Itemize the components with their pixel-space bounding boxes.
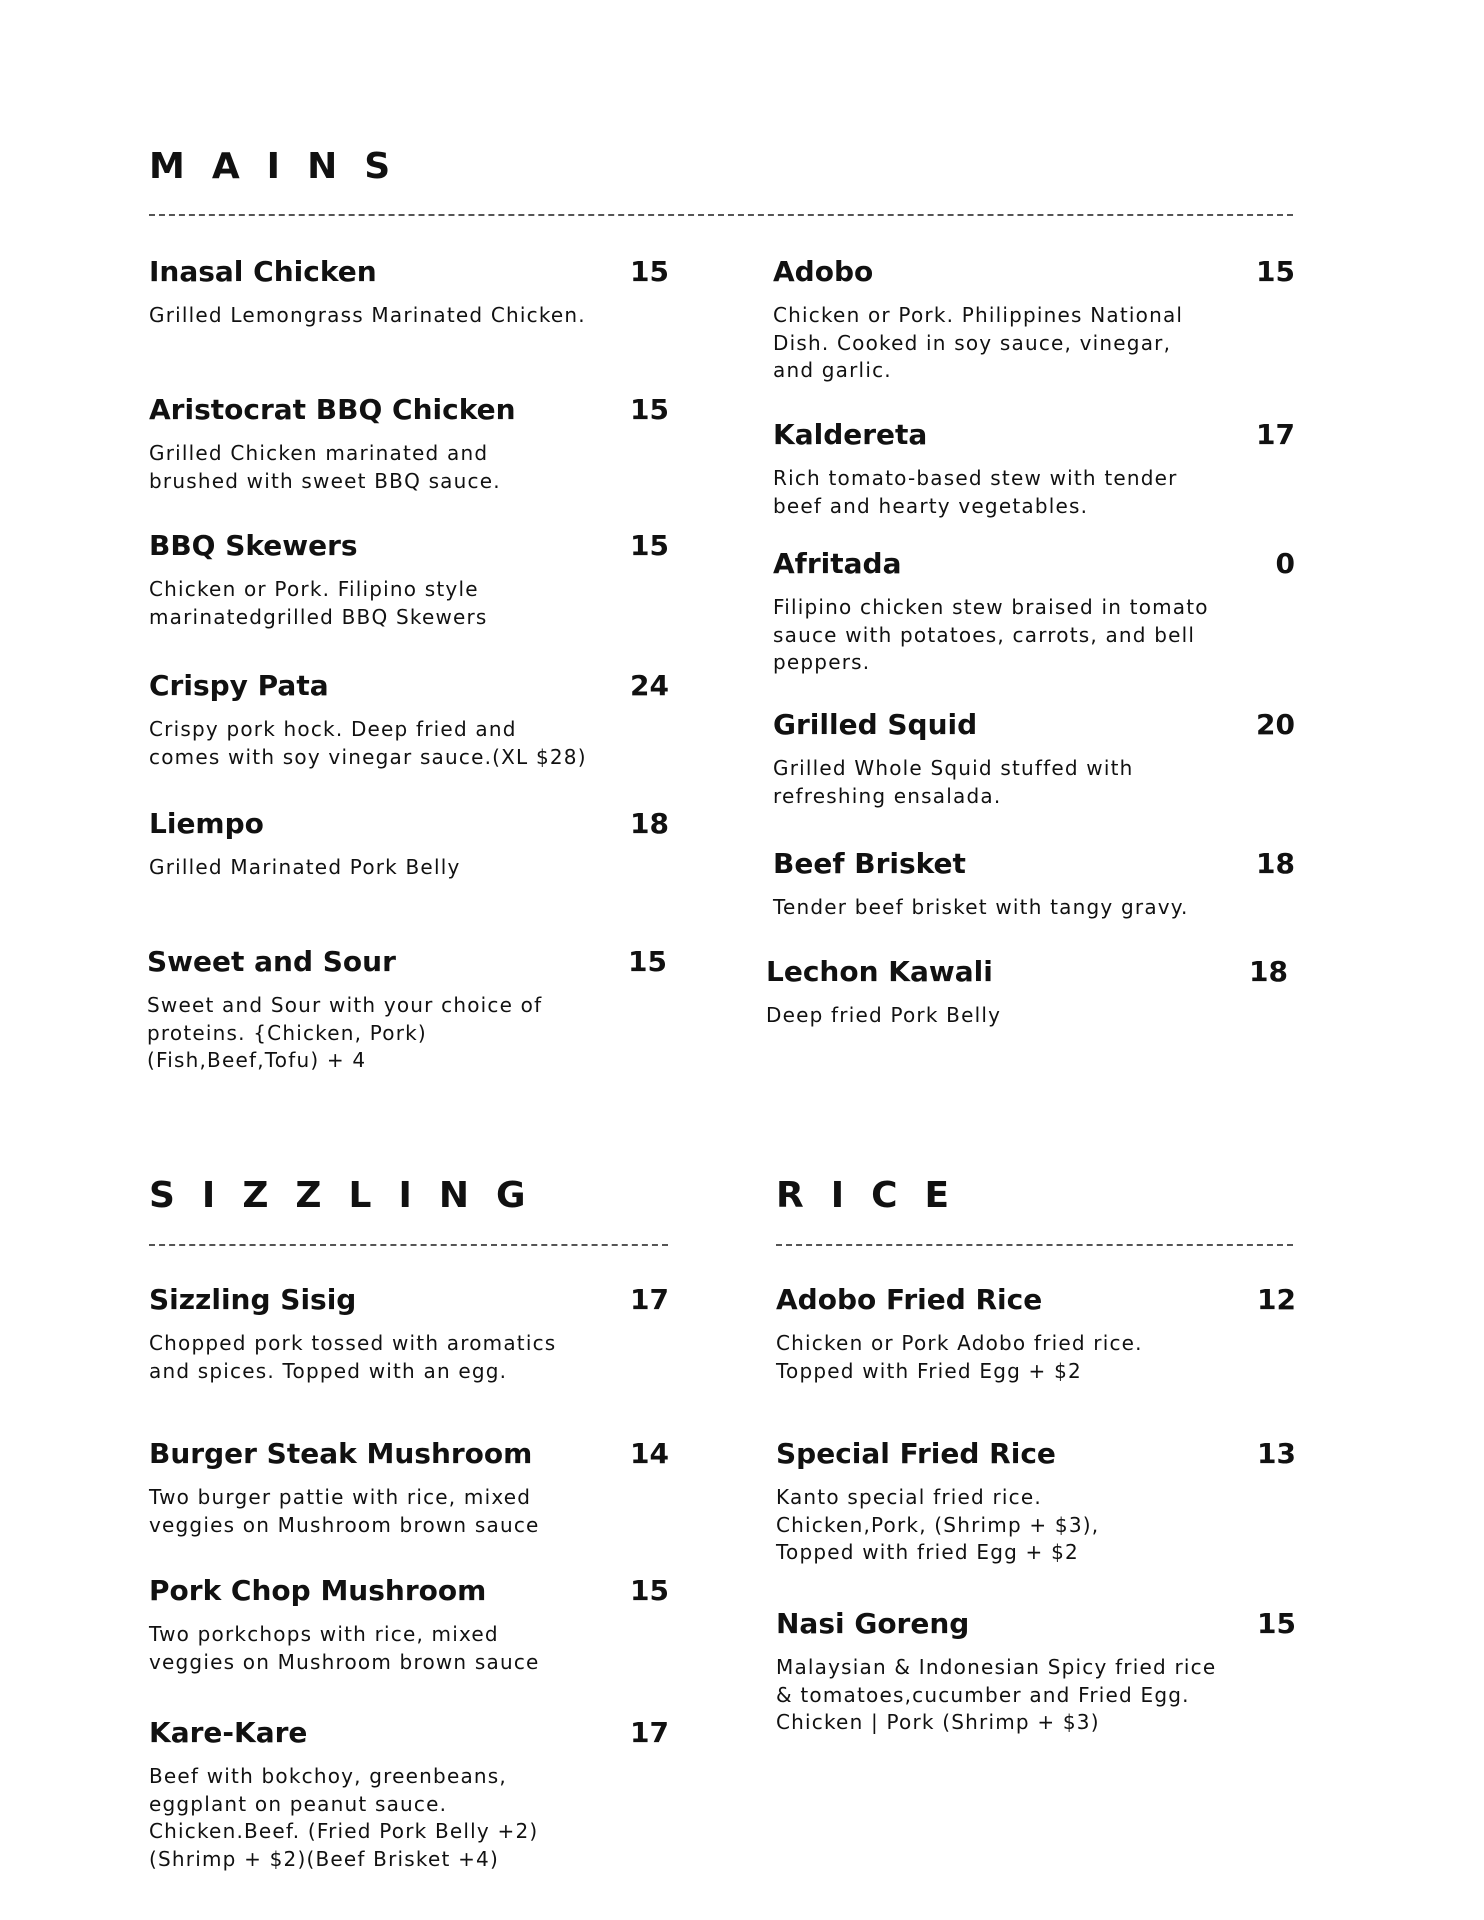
item-price: 17 xyxy=(630,1283,669,1316)
item-description: Two burger pattie with rice, mixed veggies on Mushroom brown sauce xyxy=(149,1485,540,1537)
item-price: 24 xyxy=(630,669,669,702)
item-price: 15 xyxy=(630,393,669,426)
item-price: 15 xyxy=(1257,1607,1296,1640)
menu-item xyxy=(149,1434,669,1539)
item-price: 18 xyxy=(630,807,669,840)
item-name: Sweet and Sour xyxy=(147,945,396,978)
menu-item xyxy=(773,844,1295,922)
item-name: Lechon Kawali xyxy=(766,955,993,988)
item-name: Burger Steak Mushroom xyxy=(149,1437,533,1470)
menu-item xyxy=(149,666,669,771)
menu-item xyxy=(776,1604,1296,1737)
item-description: Grilled Lemongrass Marinated Chicken. xyxy=(149,303,586,327)
item-description: Chicken or Pork Adobo fried rice. Topped with Fried Egg + $2 xyxy=(776,1331,1143,1383)
menu-item xyxy=(773,705,1295,810)
item-name: Pork Chop Mushroom xyxy=(149,1574,487,1607)
item-price: 14 xyxy=(630,1437,669,1470)
item-price: 15 xyxy=(630,1574,669,1607)
item-name: Kare-Kare xyxy=(149,1716,308,1749)
item-description: Filipino chicken stew braised in tomato sauce with potatoes, carrots, and bell peppers. xyxy=(773,595,1209,674)
item-description: Grilled Chicken marinated and brushed with sweet BBQ sauce. xyxy=(149,441,501,493)
menu-item xyxy=(776,1280,1296,1385)
menu-item xyxy=(149,1713,669,1873)
item-price: 17 xyxy=(1256,418,1295,451)
menu-item xyxy=(149,1280,669,1385)
rice-heading: RICE xyxy=(776,1175,977,1216)
menu-item xyxy=(773,544,1295,677)
menu-item xyxy=(773,252,1295,385)
menu-item xyxy=(149,804,669,882)
item-description: Two porkchops with rice, mixed veggies on Mushroom brown sauce xyxy=(149,1622,540,1674)
item-name: Adobo Fried Rice xyxy=(776,1283,1043,1316)
item-price: 20 xyxy=(1256,708,1295,741)
item-price: 18 xyxy=(1256,847,1295,880)
rice-divider xyxy=(776,1244,1293,1246)
menu-item xyxy=(149,252,669,330)
menu-item xyxy=(149,390,669,495)
item-description: Sweet and Sour with your choice of proteins. {Chicken, Pork) (Fish,Beef,Tofu) + 4 xyxy=(147,993,543,1072)
item-price: 15 xyxy=(630,255,669,288)
menu-item xyxy=(776,1434,1296,1567)
item-price: 17 xyxy=(630,1716,669,1749)
sizzling-heading: SIZZLING xyxy=(149,1175,553,1216)
item-name: Special Fried Rice xyxy=(776,1437,1056,1470)
mains-divider xyxy=(149,214,1293,216)
menu-item xyxy=(149,526,669,631)
item-name: Grilled Squid xyxy=(773,708,978,741)
item-price: 12 xyxy=(1257,1283,1296,1316)
item-price: 15 xyxy=(628,945,667,978)
sizzling-divider xyxy=(149,1244,668,1246)
item-name: Aristocrat BBQ Chicken xyxy=(149,393,516,426)
menu-item xyxy=(147,942,667,1075)
item-name: Adobo xyxy=(773,255,874,288)
item-name: Afritada xyxy=(773,547,902,580)
item-price: 15 xyxy=(630,529,669,562)
item-description: Crispy pork hock. Deep fried and comes with soy vinegar sauce.(XL $28) xyxy=(149,717,587,769)
item-description: Kanto special fried rice. Chicken,Pork, (Shrimp + $3), Topped with fried Egg + $2 xyxy=(776,1485,1100,1564)
item-description: Tender beef brisket with tangy gravy. xyxy=(773,895,1189,919)
item-name: Crispy Pata xyxy=(149,669,329,702)
item-name: BBQ Skewers xyxy=(149,529,358,562)
item-description: Chicken or Pork. Filipino style marinatedgrilled BBQ Skewers xyxy=(149,577,488,629)
item-name: Sizzling Sisig xyxy=(149,1283,357,1316)
item-description: Deep fried Pork Belly xyxy=(766,1003,1002,1027)
item-description: Grilled Whole Squid stuffed with refreshing ensalada. xyxy=(773,756,1134,808)
mains-heading: MAINS xyxy=(149,146,418,187)
item-description: Beef with bokchoy, greenbeans, eggplant on peanut sauce. Chicken.Beef. (Fried Pork Belly +2) (Shrimp + $2)(Beef Brisket +4) xyxy=(149,1764,539,1871)
item-name: Kaldereta xyxy=(773,418,928,451)
menu-item xyxy=(766,952,1288,1030)
item-name: Inasal Chicken xyxy=(149,255,377,288)
item-price: 15 xyxy=(1256,255,1295,288)
menu-item xyxy=(773,415,1295,520)
item-description: Malaysian & Indonesian Spicy fried rice & tomatoes,cucumber and Fried Egg. Chicken | Pork (Shrimp + $3) xyxy=(776,1655,1217,1734)
item-name: Liempo xyxy=(149,807,264,840)
menu-item xyxy=(149,1571,669,1676)
item-description: Rich tomato-based stew with tender beef and hearty vegetables. xyxy=(773,466,1178,518)
item-name: Nasi Goreng xyxy=(776,1607,970,1640)
item-name: Beef Brisket xyxy=(773,847,966,880)
item-description: Chicken or Pork. Philippines National Dish. Cooked in soy sauce, vinegar, and garlic. xyxy=(773,303,1184,382)
item-price: 13 xyxy=(1257,1437,1296,1470)
item-description: Grilled Marinated Pork Belly xyxy=(149,855,461,879)
item-description: Chopped pork tossed with aromatics and spices. Topped with an egg. xyxy=(149,1331,557,1383)
item-price: 18 xyxy=(1249,955,1288,988)
item-price: 0 xyxy=(1275,547,1295,580)
